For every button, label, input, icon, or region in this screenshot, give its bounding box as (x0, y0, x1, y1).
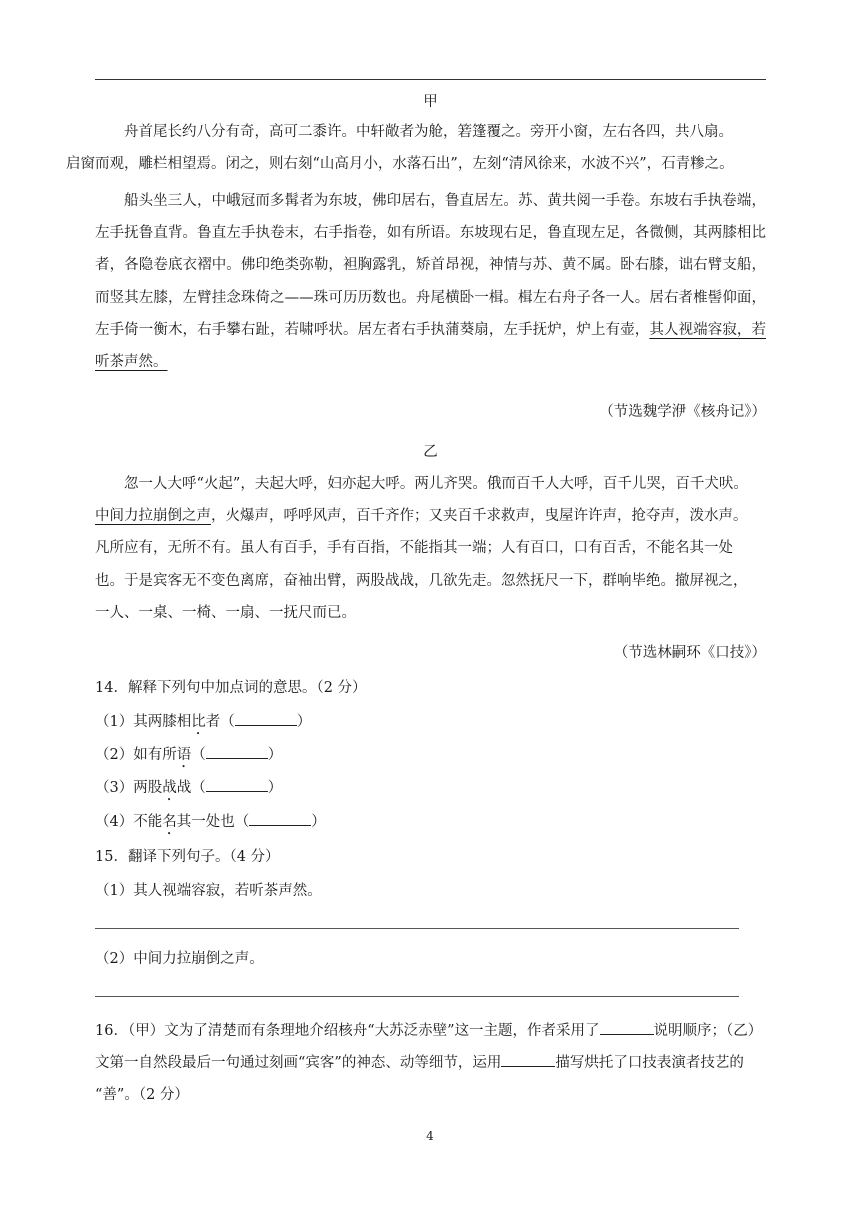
item-text: （4）不能 (95, 814, 163, 830)
question-15-sentence-1: （1）其人视端容寂，若听茶声然。 (95, 883, 322, 899)
question-text: 16．（甲）文为了清楚而有条理地介绍核舟“大苏泛赤壁”这一主题，作者采用了 (95, 1023, 600, 1039)
passage-jia-paragraph-1 (66, 116, 766, 180)
answer-blank[interactable] (600, 1021, 654, 1035)
question-text: 文第一自然段最后一句通过刻画“宾客”的神态、动等细节，运用 (95, 1055, 502, 1071)
page-number: 4 (426, 1129, 434, 1143)
header-rule (95, 79, 766, 80)
question-14-title: 14．解释下列句中加点词的意思。（2 分） (95, 680, 367, 696)
passage-yi-title: 乙 (423, 444, 438, 460)
question-15-title: 15．翻译下列句子。（4 分） (95, 849, 280, 865)
item-text: ） (296, 714, 312, 730)
item-text: 其一处也（ (176, 814, 250, 830)
passage-yi-line (95, 500, 766, 532)
passage-yi-source: （节选林嗣环《口技》） (613, 645, 766, 661)
dotted-word: 语 (176, 747, 192, 763)
question-14-item-2 (95, 743, 795, 771)
question-text: 说明顺序；（乙） (653, 1023, 763, 1039)
passage-jia-source: （节选魏学洢《核舟记》） (599, 404, 766, 420)
item-text: （1）其两膝相 (95, 714, 192, 730)
question-14-item-3 (95, 776, 795, 804)
item-text: （3）两股 (95, 780, 163, 796)
answer-blank[interactable] (206, 745, 268, 759)
item-text: （ (191, 747, 206, 763)
item-text: （2）如有所 (95, 747, 177, 763)
passage-yi-line: 一人、一桌、一椅、一扇、一抚尺而已。 (95, 604, 356, 621)
question-14-item-4 (95, 810, 795, 838)
passage-jia-title: 甲 (423, 94, 438, 110)
question-15-sentence-2: （2）中间力拉崩倒之声。 (95, 951, 264, 967)
question-16-line (95, 1015, 766, 1047)
passage-jia-paragraph-2 (95, 185, 766, 378)
answer-blank[interactable] (501, 1053, 555, 1067)
item-text: 者（ (205, 714, 235, 730)
passage-yi-underlined-phrase: 中间力拉崩倒之声 (95, 508, 211, 525)
answer-blank[interactable] (249, 812, 311, 826)
question-16-line (95, 1047, 766, 1079)
passage-yi-line: 凡所应有，无所不有。虽人有百手，手有百指，不能指其一端；人有百口，口有百舌，不能名其一处 (95, 540, 733, 557)
item-text: ） (267, 780, 283, 796)
answer-line-1[interactable] (95, 928, 739, 929)
passage-yi-line: 忽一人大呼“火起”，夫起大呼，妇亦起大呼。两儿齐哭。俄而百千人大呼，百千儿哭，百千犬吠。 (124, 476, 748, 492)
answer-blank[interactable] (235, 712, 297, 726)
passage-jia-text: 船头坐三人，中峨冠而多髯者为东坡，佛印居右，鲁直居左。苏、黄共阅一手卷。东坡右手执卷端，左手抚鲁直背。鲁直左手执卷末，右手指卷，如有所语。东坡现右足，鲁直现左足，各微侧，其两膝相比者，各隐卷底衣褶中。佛印绝类弥勒，袒胸露乳，矫首昂视，神情与苏、黄不属。卧右膝，诎右臂支船，而竖其左膝，左臂挂念珠倚之——珠可历历数也。舟尾横卧一楫。楫左右舟子各一人。居右者椎髻仰面，左手倚一衡木，右手攀右趾，若啸呼状。居左者右手执蒲葵扇，左手抚炉，炉上有壶， (95, 193, 766, 338)
question-16 (95, 1015, 766, 1111)
passage-yi-text: ，火爆声，呼呼风声，百千齐作；又夹百千求救声，曳屋许许声，抢夺声，泼水声。 (211, 508, 748, 525)
item-text: 战（ (176, 780, 206, 796)
dotted-word: 名 (162, 814, 177, 830)
question-14-item-1 (95, 710, 795, 738)
passage-jia-underlined-sentence: 其人视端容寂，若听茶声然。 (95, 321, 766, 371)
answer-blank[interactable] (206, 778, 268, 792)
item-text: ） (267, 747, 283, 763)
item-text: ） (311, 814, 326, 830)
passage-jia-line: 启窗而观，雕栏相望焉。闭之，则右刻“山高月小，水落石出”，左刻“清风徐来，水波不兴”，石青糁之。 (66, 156, 734, 173)
passage-jia-line: 舟首尾长约八分有奇，高可二黍许。中轩敞者为舱，箬篷覆之。旁开小窗，左右各四，共八扇。 (124, 124, 733, 140)
dotted-word: 战 (162, 780, 177, 796)
dotted-word: 比 (191, 714, 206, 730)
question-text: 描写烘托了口技表演者技艺的 (555, 1055, 744, 1071)
passage-yi-line: 也。于是宾客无不变色离席，奋袖出臂，两股战战，几欲先走。忽然抚尺一下，群响毕绝。撤屏视之， (95, 572, 748, 589)
answer-line-2[interactable] (95, 996, 739, 997)
question-16-line: “善”。（2 分） (95, 1087, 189, 1103)
passage-yi-paragraph (95, 468, 766, 629)
